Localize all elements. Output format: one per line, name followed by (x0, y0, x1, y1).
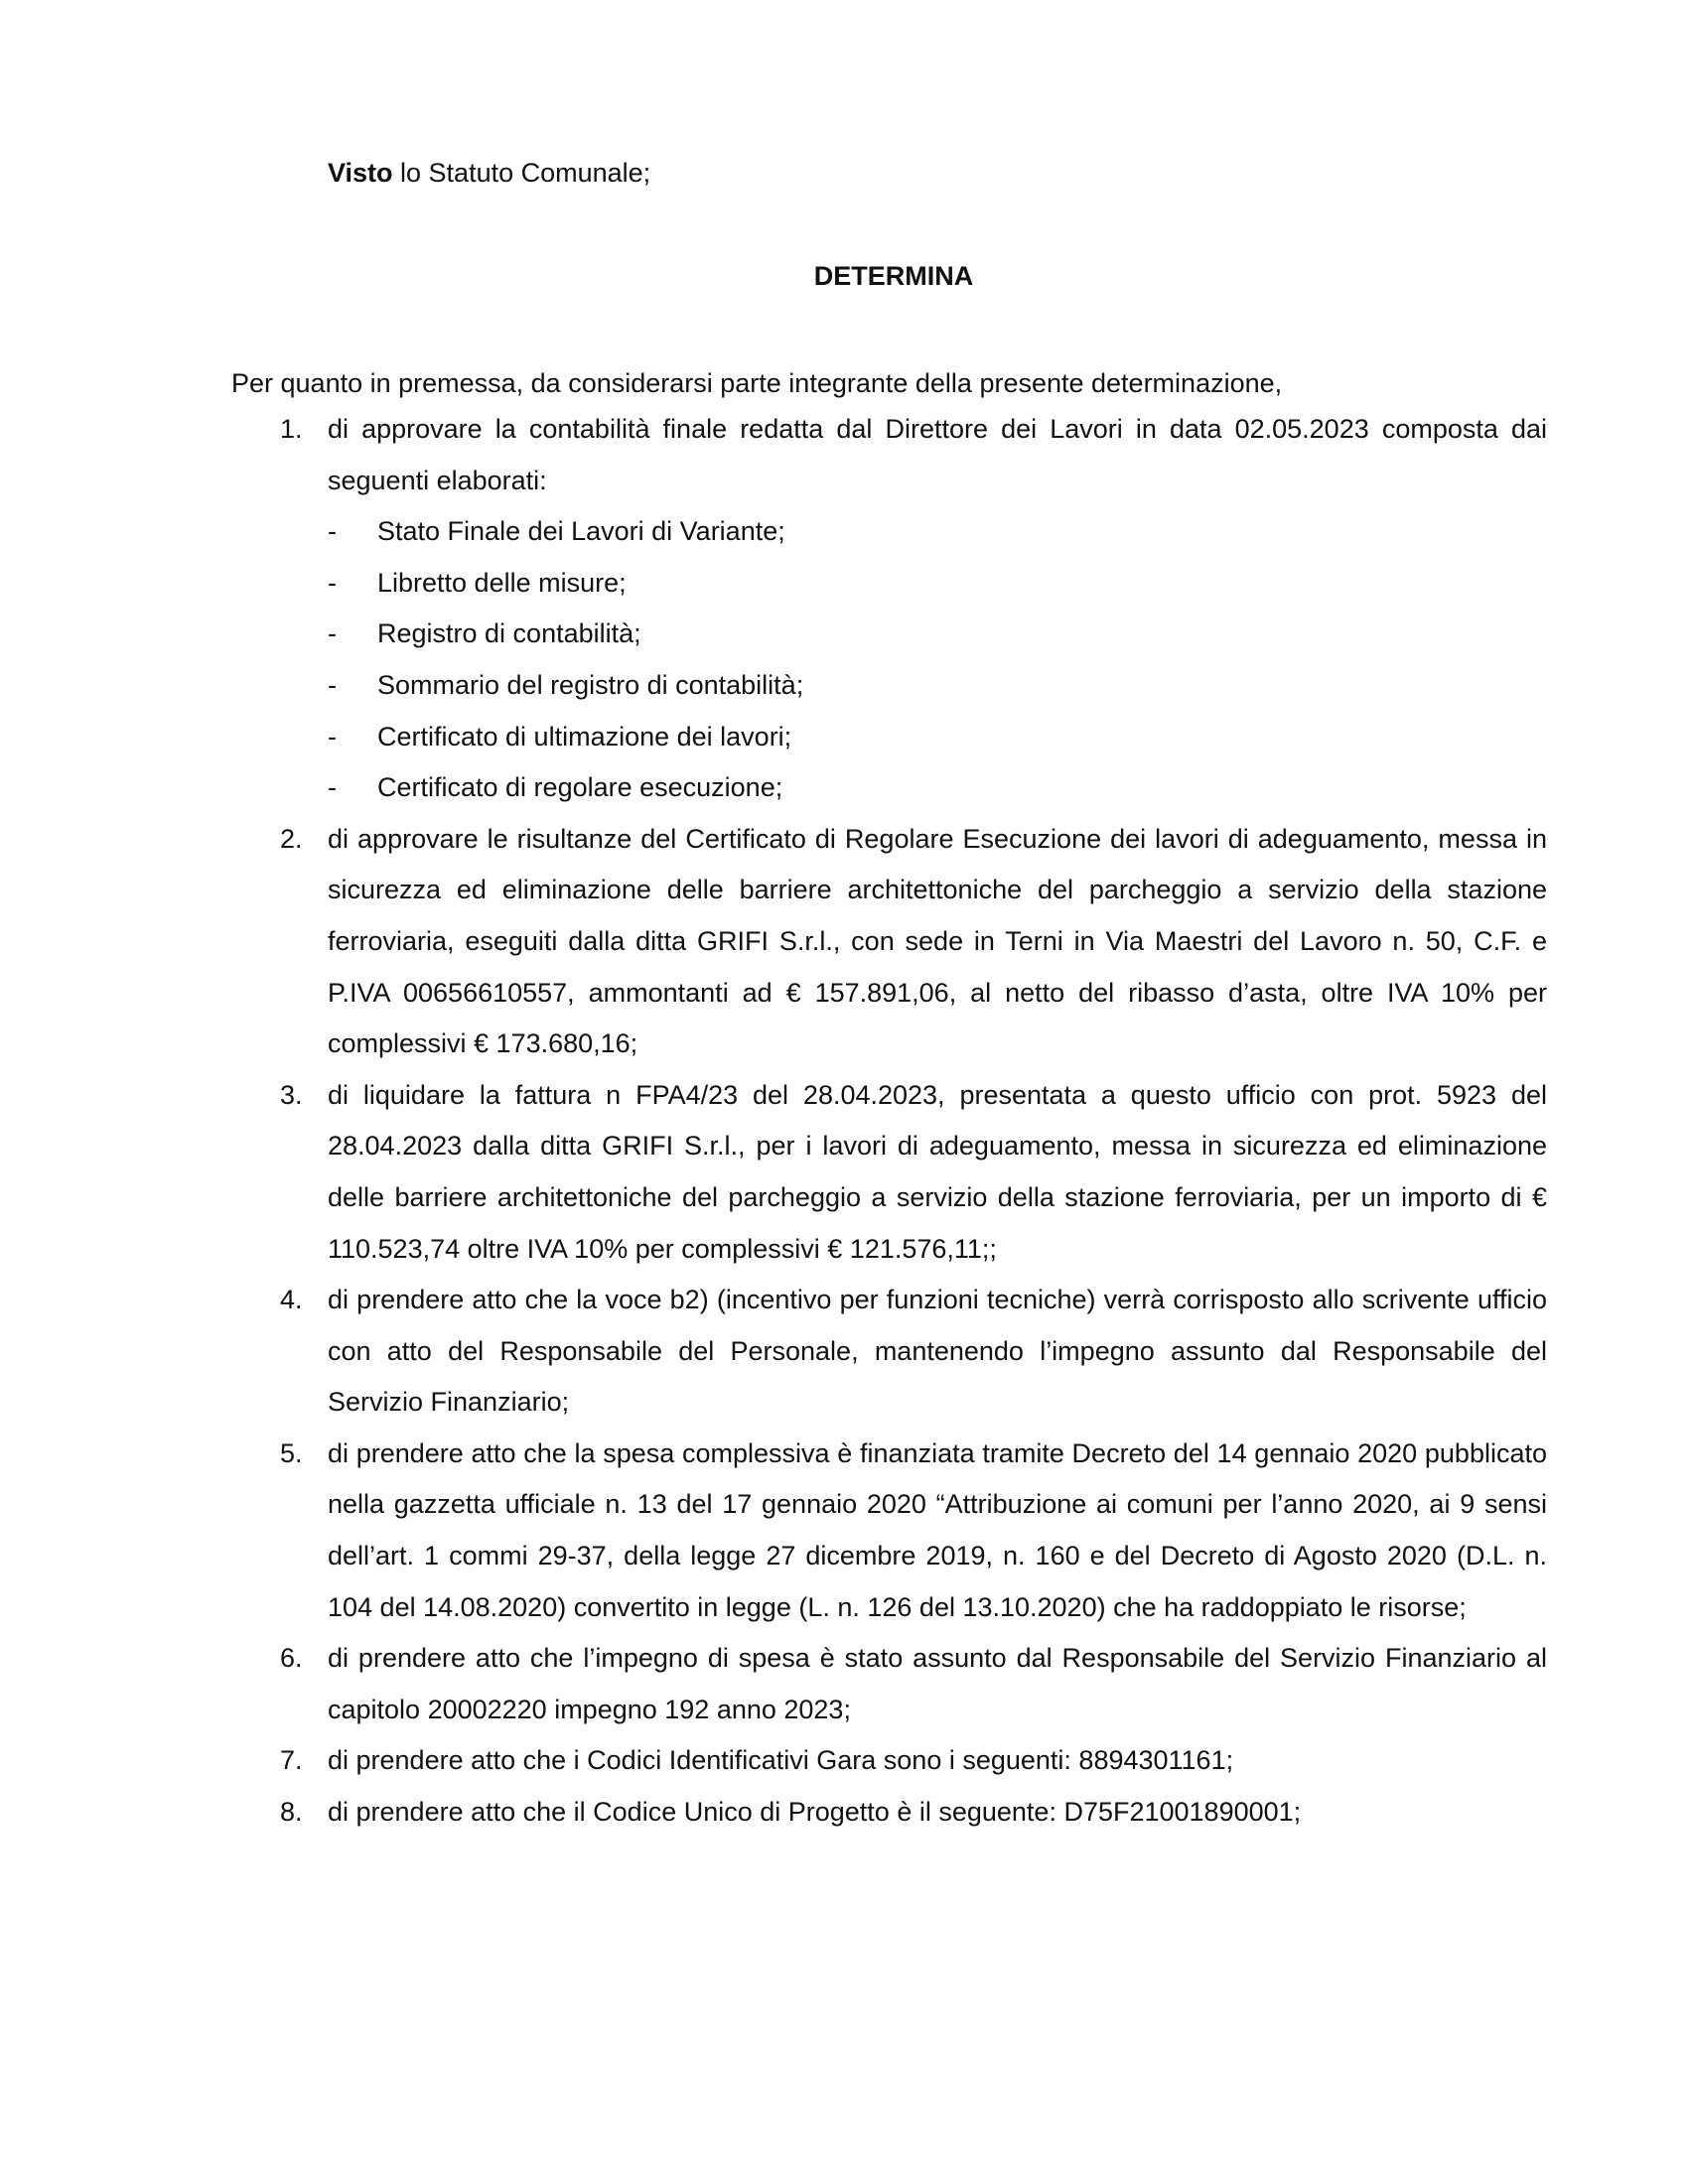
visto-text: lo Statuto Comunale; (392, 158, 651, 188)
dash-bullet: - (328, 669, 337, 700)
sub-list-item (328, 660, 1547, 712)
item-number: 5. (280, 1437, 303, 1468)
sub-item-text: Sommario del registro di contabilità; (377, 669, 804, 700)
sub-item-text: Certificato di regolare esecuzione; (377, 772, 783, 803)
dash-bullet: - (328, 772, 337, 803)
item-text: di prendere atto che la voce b2) (incentivo per funzioni tecniche) verrà corrisposto allo scrivente ufficio con atto del Responsabile del Personale, mantenendo l’impegno assunto dal Responsabile del Servizio Finanziario; (328, 1285, 1547, 1418)
determina-heading: DETERMINA (813, 261, 974, 291)
list-item (280, 1275, 1547, 1429)
item-text: di prendere atto che la spesa complessiva è finanziata tramite Decreto del 14 gennaio 2020 pubblicato nella gazzetta ufficiale n. 13 del 17 gennaio 2020 “Attribuzione ai comuni per l’anno 2020, ai 9 sensi dell’art. 1 commi 29-37, della legge 27 dicembre 2019, n. 160 e del Decreto di Agosto 2020 (D.L. n. 104 del 14.08.2020) convertito in legge (L. n. 126 del 13.10.2020) che ha raddoppiato le risorse; (328, 1437, 1547, 1622)
item-text: di prendere atto che i Codici Identificativi Gara sono i seguenti: 8894301161; (328, 1745, 1234, 1776)
list-item (280, 1735, 1547, 1787)
item-text: di liquidare la fattura n FPA4/23 del 28.04.2023, presentata a questo ufficio con prot. 5923 del 28.04.2023 dalla ditta GRIFI S.r.l., per i lavori di adeguamento, messa in sicurezza ed eliminazione delle barriere architettoniche del parcheggio a servizio della stazione ferroviaria, per un importo di € 110.523,74 oltre IVA 10% per complessivi € 121.576,11;; (328, 1079, 1547, 1264)
list-item (280, 1633, 1547, 1735)
determination-list (280, 404, 1547, 1839)
sub-list-item (328, 712, 1547, 763)
dash-bullet: - (328, 721, 337, 751)
item-text: di prendere atto che il Codice Unico di Progetto è il seguente: D75F21001890001; (328, 1797, 1302, 1828)
item-number: 2. (280, 823, 303, 854)
sub-list-item (328, 762, 1547, 814)
list-item (280, 814, 1547, 1070)
item-number: 6. (280, 1643, 303, 1674)
sub-list-item (328, 506, 1547, 558)
sub-list-item (328, 558, 1547, 610)
dash-bullet: - (328, 516, 337, 547)
item-number: 4. (280, 1285, 303, 1315)
list-item (280, 1070, 1547, 1275)
item-text: di approvare la contabilità finale redatta dal Direttore dei Lavori in data 02.05.2023 composta dai seguenti elaborati: (328, 414, 1547, 495)
sub-item-text: Libretto delle misure; (377, 567, 627, 598)
visto-paragraph (328, 147, 650, 199)
visto-bold: Visto (328, 158, 393, 188)
sub-list-item (328, 609, 1547, 660)
item-number: 3. (280, 1079, 303, 1110)
intro-paragraph: Per quanto in premessa, da considerarsi parte integrante della presente determinazione, (231, 368, 1283, 398)
item-number: 1. (280, 414, 303, 444)
list-item (280, 404, 1547, 814)
item-text: di prendere atto che l’impegno di spesa è stato assunto dal Responsabile del Servizio Finanziario al capitolo 20002220 impegno 192 anno 2023; (328, 1643, 1547, 1724)
list-item (280, 1429, 1547, 1633)
sub-item-text: Certificato di ultimazione dei lavori; (377, 721, 792, 751)
dash-bullet: - (328, 618, 337, 649)
item-number: 8. (280, 1797, 303, 1828)
item-text: di approvare le risultanze del Certificato di Regolare Esecuzione dei lavori di adeguamento, messa in sicurezza ed eliminazione delle barriere architettoniche del parcheggio a servizio della stazione ferroviaria, eseguiti dalla ditta GRIFI S.r.l., con sede in Terni in Via Maestri del Lavoro n. 50, C.F. e P.IVA 00656610557, ammontanti ad € 157.891,06, al netto del ribasso d’asta, oltre IVA 10% per complessivi € 173.680,16; (328, 823, 1547, 1059)
elaborati-list (328, 506, 1547, 814)
list-item (280, 1787, 1547, 1839)
sub-item-text: Stato Finale dei Lavori di Variante; (377, 516, 785, 547)
sub-item-text: Registro di contabilità; (377, 618, 641, 649)
item-number: 7. (280, 1745, 303, 1776)
dash-bullet: - (328, 567, 337, 598)
